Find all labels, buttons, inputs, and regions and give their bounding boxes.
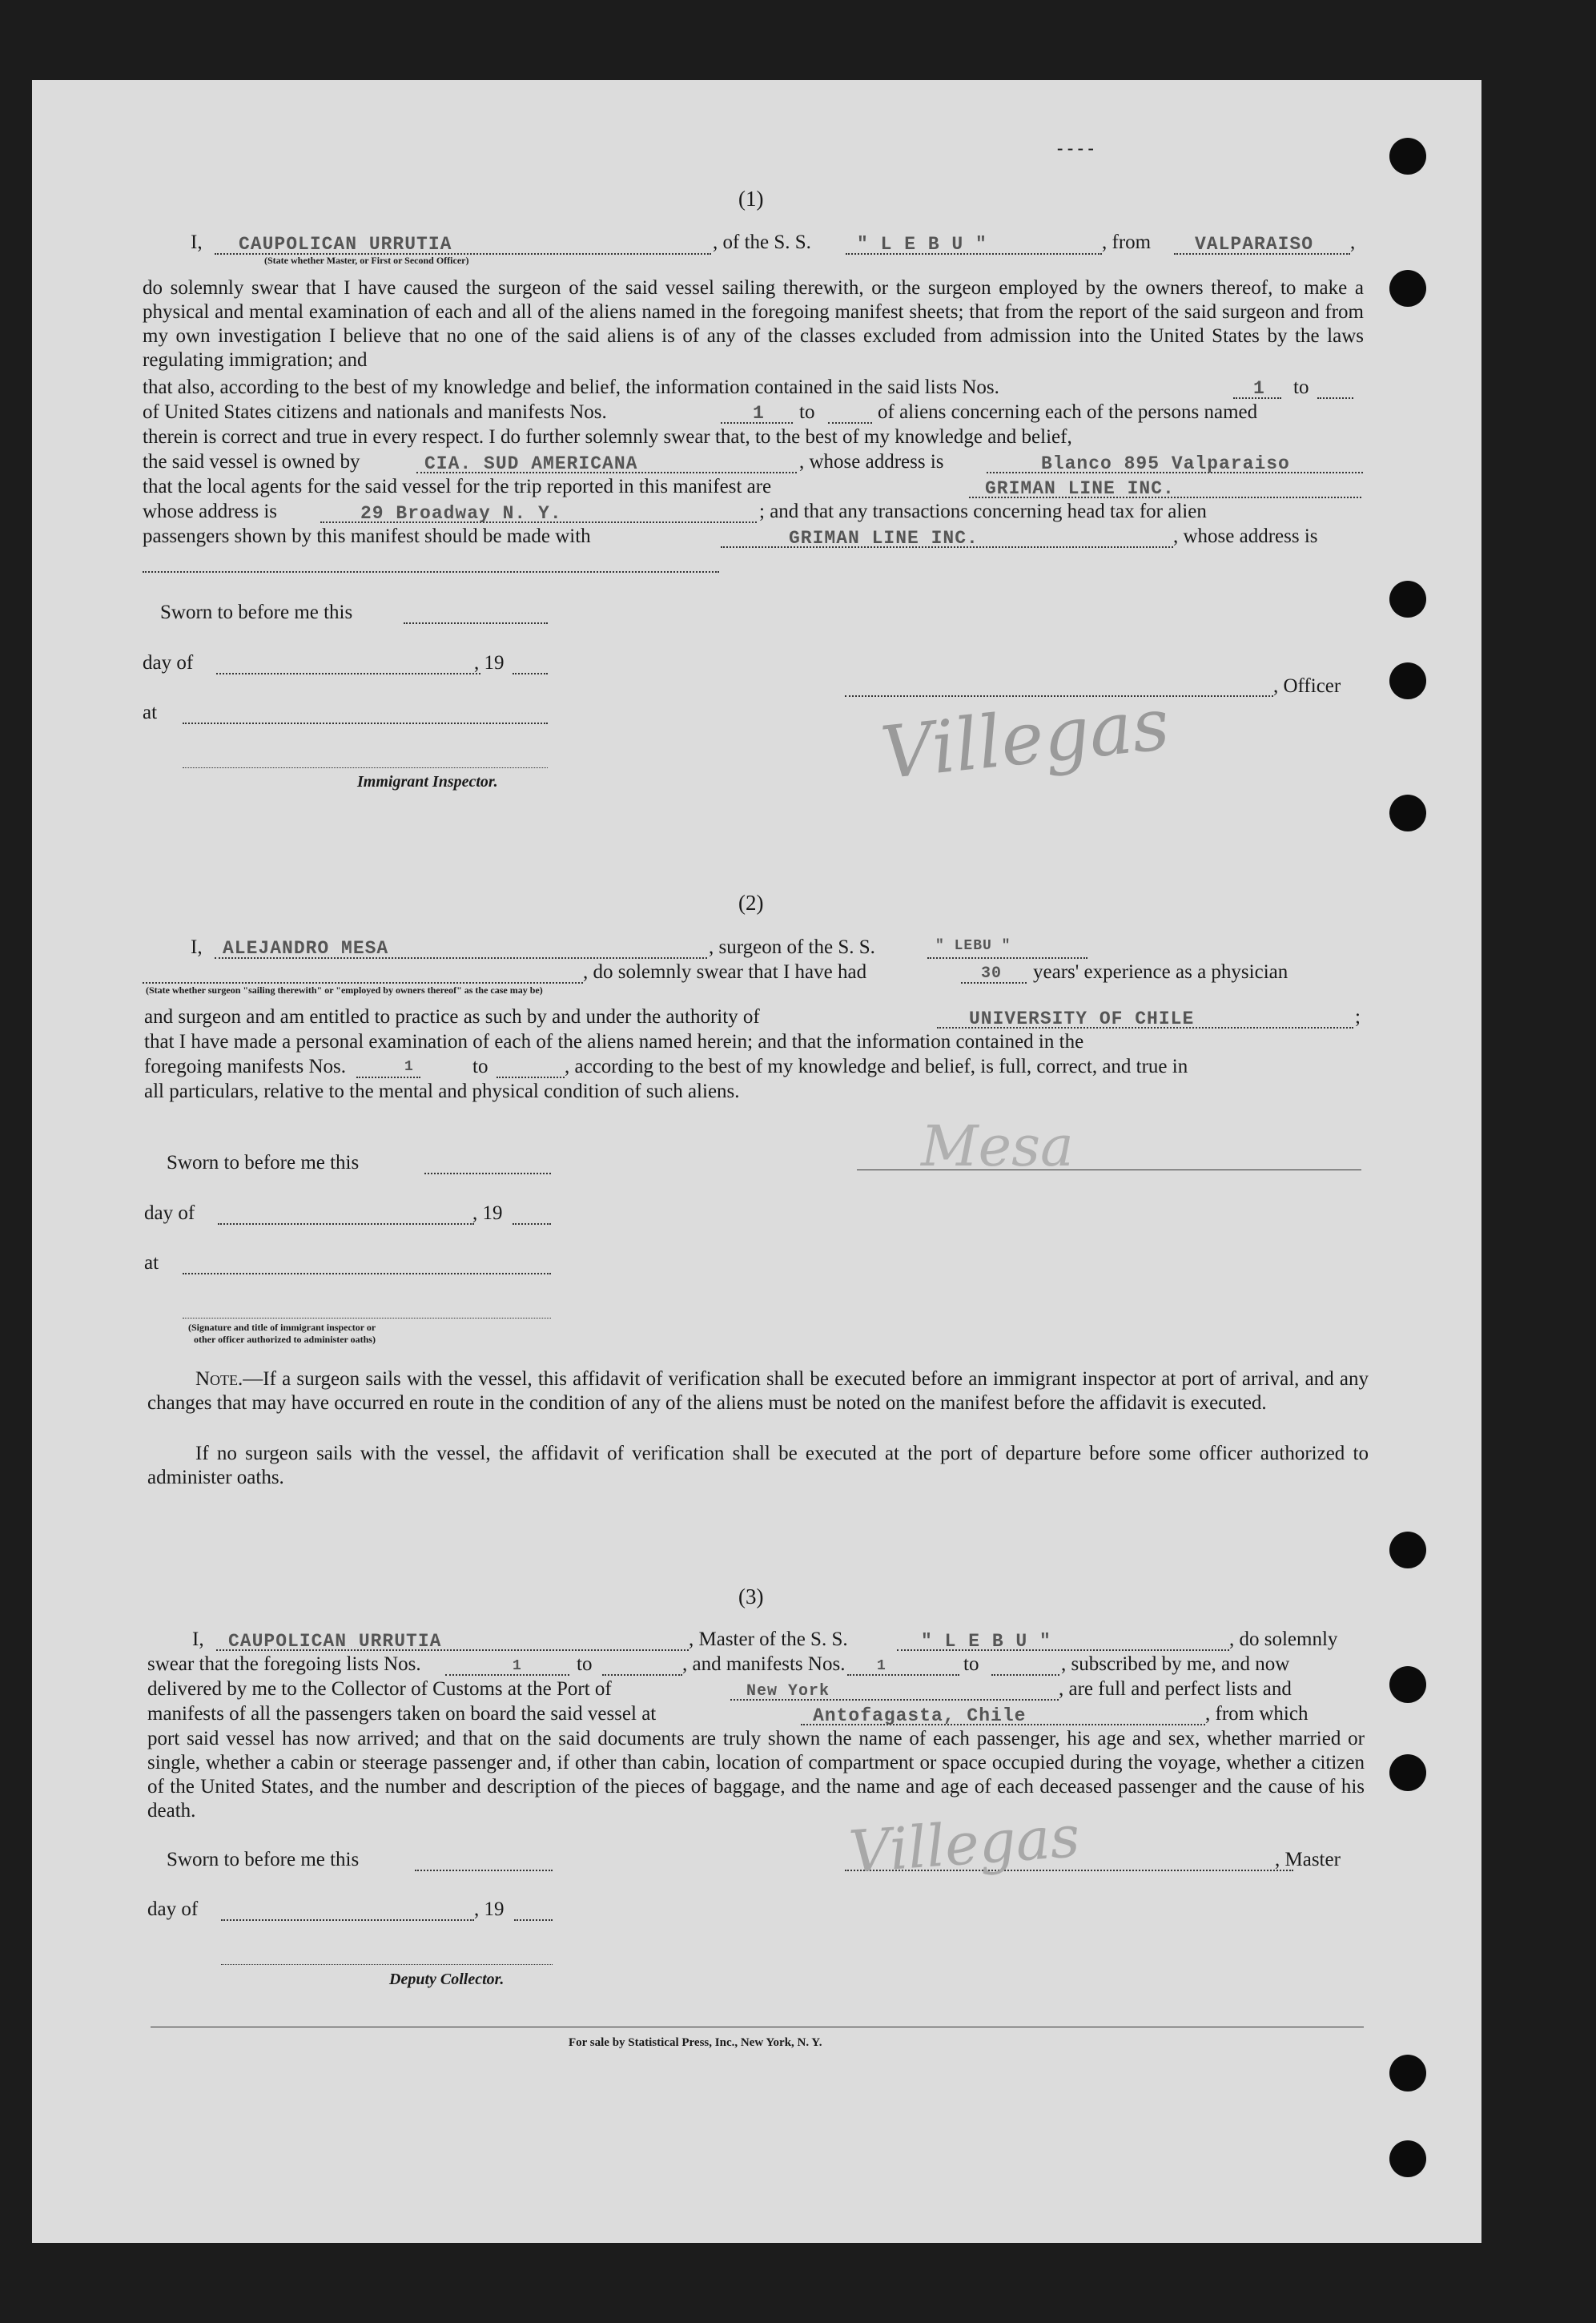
s1-inspector-label: Immigrant Inspector. bbox=[357, 773, 498, 791]
s1-dayof-line bbox=[216, 673, 480, 674]
s3-master-title: , Master bbox=[1275, 1849, 1341, 1870]
s2-years: 30 bbox=[981, 964, 1003, 983]
section-1-number: (1) bbox=[738, 187, 764, 211]
s1-i-label: I, bbox=[191, 231, 203, 253]
s1-owner: CIA. SUD AMERICANA bbox=[424, 453, 638, 474]
s3-sworn-line bbox=[415, 1870, 553, 1871]
s2-vessel-line bbox=[927, 957, 1087, 959]
s2-state-line bbox=[143, 982, 583, 984]
s1-taxagent: GRIMAN LINE INC. bbox=[789, 528, 979, 549]
s2-note-text-1: —If a surgeon sails with the vessel, this affidavit of verification shall be executed before an immigrant inspector at port of arrival, and any changes that may have occurred en route in the condition of any of the aliens must be noted on the manifest before the affidavit is executed. bbox=[147, 1368, 1369, 1414]
s2-year-text: , 19 bbox=[472, 1202, 503, 1224]
s1-at-line bbox=[183, 723, 548, 724]
binder-hole bbox=[1389, 795, 1426, 831]
s1-officer-note: (State whether Master, or First or Second Officer) bbox=[264, 255, 469, 266]
s3-year-line bbox=[514, 1919, 553, 1921]
binder-hole bbox=[1389, 1532, 1426, 1568]
binder-hole bbox=[1389, 1754, 1426, 1791]
s2-vessel: " LEBU " bbox=[935, 938, 1011, 954]
s2-university: UNIVERSITY OF CHILE bbox=[969, 1009, 1195, 1029]
s1-aliens-text: of aliens concerning each of the persons named bbox=[878, 401, 1258, 423]
s3-vessel: " L E B U " bbox=[921, 1631, 1051, 1652]
s1-list-no1: 1 bbox=[1253, 378, 1265, 399]
s1-vessel: " L E B U " bbox=[857, 234, 987, 255]
section-2-number: (2) bbox=[738, 891, 764, 915]
s3-to-line bbox=[602, 1674, 682, 1676]
s3-subscribed: , subscribed by me, and now bbox=[1061, 1653, 1290, 1675]
s3-year-text: , 19 bbox=[474, 1898, 505, 1920]
s2-manifest-no: 1 bbox=[404, 1059, 414, 1075]
s2-i-label: I, bbox=[191, 936, 203, 958]
s3-i-label: I, bbox=[192, 1629, 204, 1650]
s2-years-exp: years' experience as a physician bbox=[1033, 961, 1288, 983]
s3-swear-text: swear that the foregoing lists Nos. bbox=[147, 1653, 421, 1675]
binder-hole bbox=[1389, 581, 1426, 618]
s2-sworn-line bbox=[424, 1173, 551, 1174]
s2-note-label: Note. bbox=[195, 1368, 243, 1390]
s2-dayof-line bbox=[218, 1223, 474, 1225]
s1-year-text: , 19 bbox=[474, 652, 505, 674]
s1-us-text: of United States citizens and nationals and manifests Nos. bbox=[143, 401, 607, 423]
s1-officer-title: , Officer bbox=[1273, 675, 1341, 697]
s2-foregoing-text: foregoing manifests Nos. bbox=[144, 1056, 347, 1077]
binder-hole bbox=[1389, 2055, 1426, 2092]
s2-dayof-text: day of bbox=[144, 1202, 195, 1224]
s3-master-name: CAUPOLICAN URRUTIA bbox=[228, 1631, 442, 1652]
s3-delivered-text: delivered by me to the Collector of Customs at the Port of bbox=[147, 1678, 612, 1700]
s1-agents: GRIMAN LINE INC. bbox=[985, 478, 1175, 499]
binder-hole bbox=[1389, 270, 1426, 307]
s3-port: New York bbox=[746, 1682, 830, 1701]
s1-agents-text: that the local agents for the said vessel for the trip reported in this manifest are bbox=[143, 476, 772, 497]
s2-state-note: (State whether surgeon "sailing therewith" or "employed by owners thereof" as the case may be) bbox=[146, 984, 543, 996]
s1-therein-text: therein is correct and true in every respect. I do further solemnly swear that, to the best of my knowledge and belief, bbox=[143, 426, 1072, 448]
s1-inspector-line bbox=[183, 767, 548, 768]
s1-dayof-text: day of bbox=[143, 652, 194, 674]
s3-master-signature: Villegas bbox=[846, 1802, 1082, 1886]
s1-to-line bbox=[1317, 397, 1353, 399]
s3-to-label: to bbox=[577, 1653, 593, 1675]
s3-list-no-line bbox=[445, 1674, 569, 1676]
s2-sworn-text: Sworn to before me this bbox=[167, 1152, 360, 1174]
s1-agent-addr: 29 Broadway N. Y. bbox=[360, 503, 562, 524]
s3-solemnly: , do solemnly bbox=[1229, 1629, 1338, 1650]
s1-at-text: at bbox=[143, 702, 158, 723]
s2-manifest-no-line bbox=[356, 1077, 420, 1078]
binder-hole bbox=[1389, 2140, 1426, 2177]
s3-to-label2: to bbox=[963, 1653, 979, 1675]
s1-also-text: that also, according to the best of my knowledge and belief, the information contained in the said lists Nos. bbox=[143, 376, 999, 398]
s3-dayof-line bbox=[221, 1919, 474, 1921]
s3-manifest-no-line bbox=[847, 1674, 959, 1676]
top-mark: - - - - bbox=[1057, 138, 1094, 158]
s3-origin: Antofagasta, Chile bbox=[813, 1705, 1027, 1726]
s3-full-text: , are full and perfect lists and bbox=[1059, 1678, 1292, 1700]
s3-manifests-text: manifests of all the passengers taken on board the said vessel at bbox=[147, 1703, 657, 1725]
s1-year-line bbox=[513, 673, 548, 674]
s2-swear-text: , do solemnly swear that I have had bbox=[583, 961, 867, 983]
s2-to-label: to bbox=[472, 1056, 488, 1077]
s3-collector-line bbox=[221, 1964, 553, 1965]
s1-whose-text: whose address is bbox=[143, 501, 278, 522]
s1-from-port: VALPARAISO bbox=[1195, 234, 1314, 255]
s1-owned-text: the said vessel is owned by bbox=[143, 451, 360, 473]
s3-to-line2 bbox=[991, 1674, 1059, 1676]
s1-officer-name: CAUPOLICAN URRUTIA bbox=[239, 234, 452, 255]
s2-all-text: all particulars, relative to the mental and physical condition of such aliens. bbox=[144, 1081, 740, 1102]
s1-list-no2: 1 bbox=[753, 403, 765, 424]
binder-hole bbox=[1389, 1666, 1426, 1703]
s3-collector-label: Deputy Collector. bbox=[389, 1971, 505, 1988]
s2-sig-note-2: other officer authorized to administer oaths) bbox=[194, 1334, 376, 1345]
s1-whose-addr: , whose address is bbox=[799, 451, 944, 473]
binder-hole bbox=[1389, 662, 1426, 699]
s2-surgeon-signature: Mesa bbox=[921, 1113, 1074, 1179]
s2-note-2: If no surgeon sails with the vessel, the affidavit of verification shall be executed at the port of departure before some officer authorized to administer oaths. bbox=[147, 1443, 1369, 1488]
s2-year-line bbox=[513, 1223, 551, 1225]
s1-officer-signature: Villegas bbox=[877, 682, 1173, 796]
s2-at-line bbox=[183, 1273, 551, 1274]
s2-at-text: at bbox=[144, 1252, 159, 1274]
s3-from-which: , from which bbox=[1205, 1703, 1309, 1725]
s3-manifest-no: 1 bbox=[877, 1658, 886, 1674]
s3-and-manifests: , and manifests Nos. bbox=[682, 1653, 846, 1675]
s2-according-text: , according to the best of my knowledge and belief, is full, correct, and true in bbox=[565, 1056, 1188, 1077]
s2-note-1 bbox=[147, 1367, 1369, 1415]
s1-whose-text2: , whose address is bbox=[1173, 525, 1318, 547]
s2-to-line bbox=[496, 1077, 565, 1078]
s1-to-line2 bbox=[828, 422, 872, 424]
footer-imprint: For sale by Statistical Press, Inc., New York, N. Y. bbox=[569, 2036, 822, 2049]
s2-surgeon-of: , surgeon of the S. S. bbox=[709, 936, 875, 958]
s1-to-label2: to bbox=[799, 401, 815, 423]
s1-owner-addr: Blanco 895 Valparaiso bbox=[1041, 453, 1290, 474]
s2-authority-text: and surgeon and am entitled to practice as such by and under the authority of bbox=[144, 1006, 760, 1028]
s2-sig-note-1: (Signature and title of immigrant inspector or bbox=[188, 1322, 376, 1333]
section-3-number: (3) bbox=[738, 1584, 764, 1608]
s1-oath-paragraph: do solemnly swear that I have caused the surgeon of the said vessel sailing therewith, or the surgeon employed by the owners thereof, to make a physical and mental examination of each and all of the aliens named in the foregoing manifest sheets; that from the report of the said surgeon and from my own investigation I believe that no one of the said aliens is of any of the classes excluded from admission into the United States by the laws regulating immigration; and bbox=[143, 277, 1364, 371]
s2-surgeon-name: ALEJANDRO MESA bbox=[223, 938, 389, 959]
s1-comma: , bbox=[1350, 231, 1356, 253]
s3-oath-paragraph: port said vessel has now arrived; and that on the said documents are truly shown the name of each passenger, his age and sex, whether married or single, whether a cabin or steerage passenger and, if other than cabin, location of compartment or space occupied during the voyage, whether a citizen of the United States, and the number and description of the pieces of baggage, and the name and age of each deceased passenger and the cause of his death. bbox=[147, 1728, 1365, 1822]
s1-of-ss: , of the S. S. bbox=[713, 231, 811, 253]
s1-passengers-text: passengers shown by this manifest should be made with bbox=[143, 525, 591, 547]
s1-address-line bbox=[143, 571, 719, 573]
s1-sworn-text: Sworn to before me this bbox=[160, 602, 353, 623]
s2-semicolon: ; bbox=[1355, 1006, 1361, 1028]
s1-sworn-line bbox=[404, 622, 548, 624]
s3-master-of: , Master of the S. S. bbox=[689, 1629, 848, 1650]
s3-list-no: 1 bbox=[513, 1658, 522, 1674]
s1-to-label: to bbox=[1293, 376, 1309, 398]
s3-sworn-text: Sworn to before me this bbox=[167, 1849, 360, 1870]
binder-hole bbox=[1389, 138, 1426, 175]
s1-head-tax-text: ; and that any transactions concerning head tax for alien bbox=[759, 501, 1207, 522]
s3-dayof-text: day of bbox=[147, 1898, 199, 1920]
s2-exam-text: that I have made a personal examination of each of the aliens named herein; and that the information contained in the bbox=[144, 1031, 1084, 1053]
s1-from-label: , from bbox=[1102, 231, 1152, 253]
s2-sign-line bbox=[183, 1318, 551, 1319]
